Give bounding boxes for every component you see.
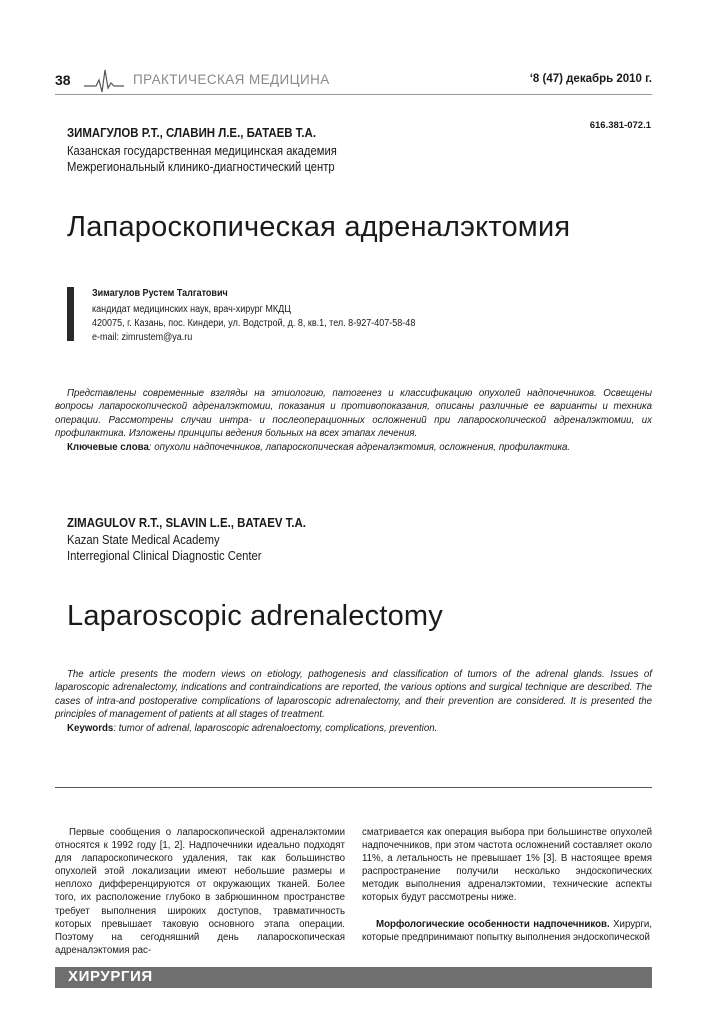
body-paragraph-with-subheading	[362, 918, 652, 944]
ru-authors: ЗИМАГУЛОВ Р.Т., СЛАВИН Л.Е., БАТАЕВ Т.А.	[67, 125, 316, 140]
en-keywords-label: Keywords	[67, 722, 114, 734]
body-column-left	[55, 826, 345, 957]
ru-keywords-label: Ключевые слова	[67, 441, 149, 453]
contact-address: 420075, г. Казань, пос. Киндери, ул. Водстрой, д. 8, кв.1, тел. 8-927-407-58-48	[92, 318, 416, 329]
ru-abstract	[55, 387, 652, 454]
en-authors: ZIMAGULOV R.T., SLAVIN L.E., BATAEV T.A.	[67, 515, 306, 530]
contact-email: e-mail: zimrustem@ya.ru	[92, 332, 193, 343]
pulse-line-icon	[84, 66, 124, 96]
ru-affiliation-1: Казанская государственная медицинская академия	[67, 144, 337, 158]
en-article-title: Laparoscopic adrenalectomy	[67, 600, 443, 632]
issue-info: ‘8 (47) декабрь 2010 г.	[529, 73, 652, 85]
subheading: Морфологические особенности надпочечников.	[376, 918, 610, 930]
body-column-right	[362, 826, 652, 944]
en-keywords	[55, 722, 652, 735]
section-divider	[55, 787, 652, 788]
udc-code: 616.381-072.1	[589, 120, 651, 131]
en-abstract	[55, 668, 652, 735]
ru-keywords-text: : опухоли надпочечников, лапароскопическая адреналэктомия, осложнения, профилактика.	[148, 441, 571, 453]
ru-abstract-text: Представлены современные взгляды на этиологию, патогенез и классификацию опухолей надпочечников. Освещены вопросы лапароскопической адреналэктомии, показания и противопоказания, описаны различные ее варианты и техника операции. Рассмотрены случаи интра- и послеоперационных осложнений при лапароскопической адреналэктомии, их профилактика. Изложены принципы ведения больных на всех этапах лечения.	[55, 388, 652, 440]
contact-marker-bar	[67, 287, 74, 341]
en-keywords-text: : tumor of adrenal, laparoscopic adrenaloectomy, complications, prevention.	[113, 722, 438, 734]
header-divider	[55, 94, 652, 95]
contact-degree: кандидат медицинских наук, врач-хирург МКДЦ	[92, 304, 291, 315]
ru-affiliation-2: Межрегиональный клинико-диагностический центр	[67, 160, 335, 174]
body-paragraph-text: Хирурги, которые предпринимают попытку выполнения эндоскопической	[362, 918, 652, 943]
journal-title: ПРАКТИЧЕСКАЯ МЕДИЦИНА	[133, 72, 330, 87]
ru-article-title: Лапароскопическая адреналэктомия	[67, 211, 571, 243]
page-number: 38	[55, 72, 71, 88]
body-paragraph: сматривается как операция выбора при большинстве опухолей надпочечников, при этом частота осложнений составляет около 11%, а летальность не превышает 1% [3]. В настоящее время распространение получили несколько эндоскопических методик выполнения адреналэктомии, технические аспекты которых будут рассмотрены ниже.	[362, 827, 652, 904]
en-affiliation-1: Kazan State Medical Academy	[67, 533, 220, 547]
body-paragraph: Первые сообщения о лапароскопической адреналэктомии относятся к 1992 году [1, 2]. Надпочечники идеально подходят для лапароскопического удаления, так как большинство опухолей этой локализации имеют небольшие размеры и неплохо дифференцируются от окружающих тканей. Более того, их расположение глубоко в забрюшинном пространстве требует выполнения широких доступов, травматичность которых превышает таковую основного этапа операции. Поэтому на сегодняшний день лапароскопическая адреналэктомия рас-	[55, 827, 345, 956]
en-affiliation-2: Interregional Clinical Diagnostic Center	[67, 549, 262, 563]
ru-keywords	[55, 441, 652, 454]
footer-section-label: ХИРУРГИЯ	[68, 968, 153, 985]
en-abstract-text: The article presents the modern views on etiology, pathogenesis and classification of tumors of the adrenal glands. Issues of laparoscopic adrenalectomy, indications and contraindications are reported, the various options and surgical technique are described. The cases of intra-and postoperative complications of laparoscopic adrenalectomy, and their prevention are considered. It is presented the principles of management of patients at all stages of treatment.	[55, 669, 652, 721]
contact-name: Зимагулов Рустем Талгатович	[92, 288, 228, 299]
